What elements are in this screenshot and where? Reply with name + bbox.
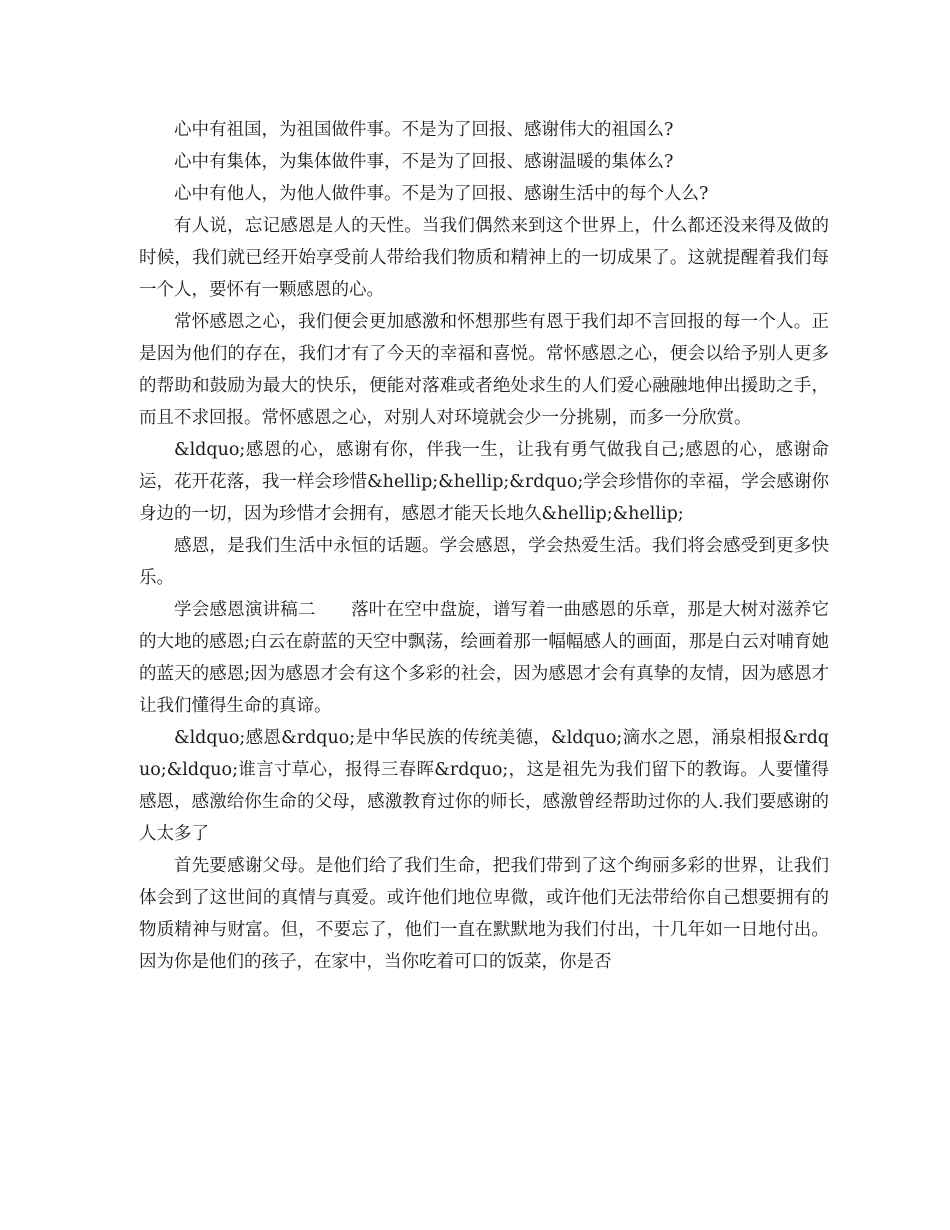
paragraph-5: 常怀感恩之心，我们便会更加感激和怀想那些有恩于我们却不言回报的每一个人。正是因为他们的存在，我们才有了今天的幸福和喜悦。常怀感恩之心，便会以给予别人更多的帮助和鼓励为最大的快乐，便能对落难或者绝处求生的人们爱心融融地伸出援助之手，而且不求回报。常怀感恩之心，对别人对环境就会少一分挑剔，而多一分欣赏。 <box>139 312 829 428</box>
paragraph-3: 心中有他人，为他人做件事。不是为了回报、感谢生活中的每个人么? <box>174 184 709 204</box>
paragraph-8: 学会感恩演讲稿二 落叶在空中盘旋，谱写着一曲感恩的乐章，那是大树对滋养它的大地的感恩;白云在蔚蓝的天空中飘荡，绘画着那一幅幅感人的画面，那是白云对哺育她的蓝天的感恩;因为感恩才会有这个多彩的社会，因为感恩才会有真挚的友情，因为感恩才让我们懂得生命的真谛。 <box>139 600 829 716</box>
document-body <box>139 114 829 978</box>
paragraph-2: 心中有集体，为集体做件事，不是为了回报、感谢温暖的集体么? <box>174 152 674 172</box>
paragraph-1: 心中有祖国，为祖国做件事。不是为了回报、感谢伟大的祖国么? <box>174 120 674 140</box>
paragraph-9: &ldquo;感恩&rdquo;是中华民族的传统美德，&ldquo;滴水之恩，涌泉相报&rdquo;&ldquo;谁言寸草心，报得三春晖&rdquo;，这是祖先为我们留下的教诲。人要懂得感恩，感激给你生命的父母，感激教育过你的师长，感激曾经帮助过你的人.我们要感谢的人太多了 <box>139 728 829 844</box>
paragraph-4: 有人说，忘记感恩是人的天性。当我们偶然来到这个世界上，什么都还没来得及做的时候，我们就已经开始享受前人带给我们物质和精神上的一切成果了。这就提醒着我们每一个人，要怀有一颗感恩的心。 <box>139 216 829 300</box>
paragraph-10: 首先要感谢父母。是他们给了我们生命，把我们带到了这个绚丽多彩的世界，让我们体会到了这世间的真情与真爱。或许他们地位卑微，或许他们无法带给你自己想要拥有的物质精神与财富。但，不要忘了，他们一直在默默地为我们付出，十几年如一日地付出。因为你是他们的孩子，在家中，当你吃着可口的饭菜，你是否 <box>139 856 829 972</box>
paragraph-6: &ldquo;感恩的心，感谢有你，伴我一生，让我有勇气做我自己;感恩的心，感谢命运，花开花落，我一样会珍惜&hellip;&hellip;&rdquo;学会珍惜你的幸福，学会感谢你身边的一切，因为珍惜才会拥有，感恩才能天长地久&hellip;&hellip; <box>139 440 829 524</box>
paragraph-7: 感恩，是我们生活中永恒的话题。学会感恩，学会热爱生活。我们将会感受到更多快乐。 <box>139 536 829 588</box>
